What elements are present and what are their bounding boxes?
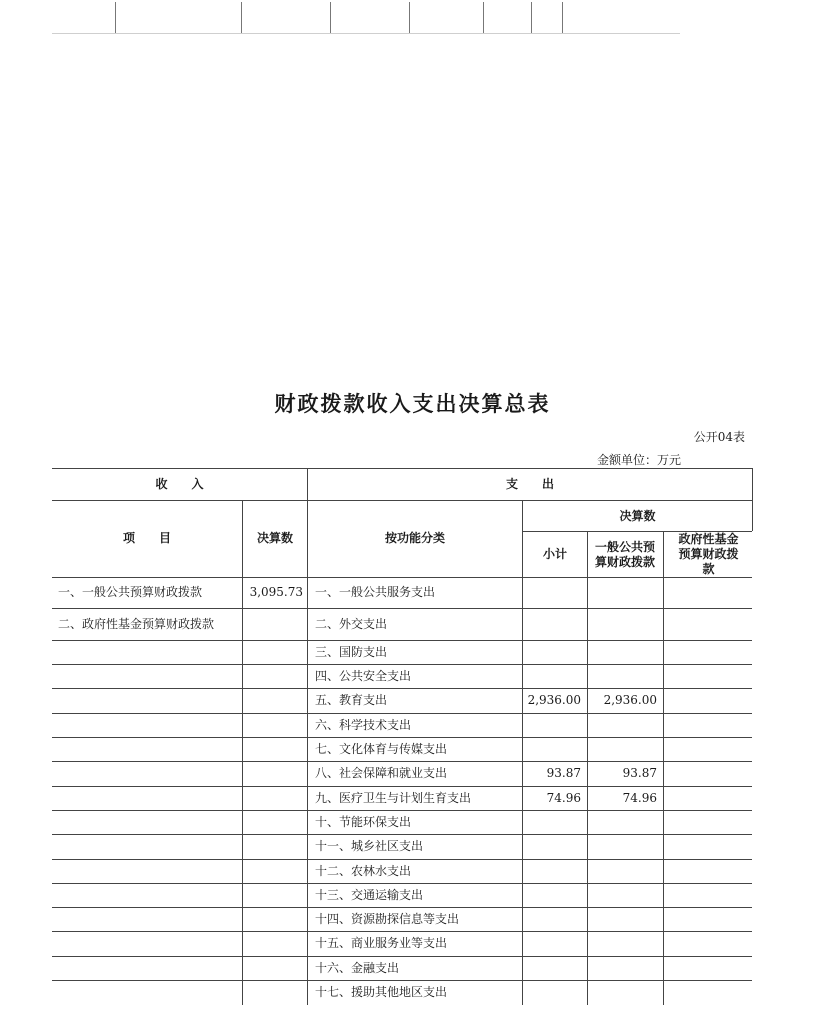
income-item: 一、一般公共预算财政拨款: [58, 585, 203, 599]
expense-item: 十七、援助其他地区支出: [315, 985, 448, 999]
expense-subtotal: [526, 859, 581, 883]
expense-fund-budget: [667, 980, 746, 1005]
expense-subtotal: [526, 640, 581, 664]
expense-fund-budget: [667, 956, 746, 980]
expense-fund-budget: [667, 907, 746, 931]
expense-general-budget: [591, 713, 657, 737]
appropriation-table: [52, 468, 752, 1005]
expense-general-budget: [591, 834, 657, 859]
grid-line: [483, 2, 484, 33]
grid-line: [522, 531, 752, 532]
expense-item: 二、外交支出: [315, 617, 388, 631]
expense-general-budget: 74.96: [622, 791, 657, 805]
expense-fund-budget: [667, 577, 746, 608]
expense-fund-budget: [667, 931, 746, 956]
expense-item: 十一、城乡社区支出: [315, 839, 424, 853]
expense-general-budget: [591, 608, 657, 640]
expense-fund-budget: [667, 786, 746, 810]
expense-item: 九、医疗卫生与计划生育支出: [315, 791, 472, 805]
expense-fund-budget: [667, 640, 746, 664]
expense-item: 七、文化体育与传媒支出: [315, 742, 448, 756]
expense-general-budget: [591, 810, 657, 834]
previous-table-fragment: [52, 0, 680, 34]
grid-line: [241, 2, 242, 33]
page-title: 财政拨款收入支出决算总表: [274, 391, 551, 416]
expense-item: 十、节能环保支出: [315, 815, 412, 829]
expense-subtotal: [526, 980, 581, 1005]
expense-fund-budget: [667, 883, 746, 907]
grid-line: [52, 468, 752, 469]
expense-subtotal: [526, 931, 581, 956]
expense-item: 一、一般公共服务支出: [315, 585, 436, 599]
header-item: 项 目: [122, 531, 171, 545]
header-expense: 支 出: [505, 476, 554, 491]
expense-general-budget: [591, 907, 657, 931]
header-amount: 决算数: [256, 531, 293, 545]
expense-subtotal: 74.96: [546, 791, 581, 805]
expense-general-budget: [591, 664, 657, 688]
expense-subtotal: 93.87: [546, 766, 581, 780]
header-general-budget: 一般公共预算财政拨款: [594, 539, 655, 569]
expense-fund-budget: [667, 664, 746, 688]
expense-item: 四、公共安全支出: [315, 669, 412, 683]
expense-item: 十三、交通运输支出: [315, 888, 424, 902]
expense-item: 十六、金融支出: [315, 961, 400, 975]
expense-fund-budget: [667, 761, 746, 786]
expense-subtotal: [526, 810, 581, 834]
expense-item: 十二、农林水支出: [315, 864, 412, 878]
income-amount: [246, 608, 303, 640]
expense-general-budget: [591, 859, 657, 883]
expense-subtotal: [526, 883, 581, 907]
header-by-function: 按功能分类: [384, 531, 445, 545]
expense-fund-budget: [667, 834, 746, 859]
grid-line: [115, 2, 116, 33]
expense-item: 十四、资源勘探信息等支出: [315, 912, 460, 926]
amount-unit: 金额单位：万元: [597, 453, 682, 467]
header-subtotal: 小计: [542, 547, 567, 561]
expense-subtotal: 2,936.00: [527, 693, 581, 707]
expense-subtotal: [526, 834, 581, 859]
expense-item: 五、教育支出: [315, 693, 388, 707]
expense-general-budget: [591, 577, 657, 608]
expense-general-budget: [591, 931, 657, 956]
expense-general-budget: 2,936.00: [603, 693, 657, 707]
grid-line: [562, 2, 563, 33]
expense-general-budget: [591, 980, 657, 1005]
header-income: 收 入: [155, 476, 204, 491]
income-item: 二、政府性基金预算财政拨款: [58, 617, 215, 631]
expense-subtotal: [526, 577, 581, 608]
expense-item: 三、国防支出: [315, 645, 388, 659]
expense-item: 六、科学技术支出: [315, 718, 412, 732]
expense-general-budget: [591, 956, 657, 980]
expense-fund-budget: [667, 737, 746, 761]
grid-line: [330, 2, 331, 33]
expense-fund-budget: [667, 810, 746, 834]
expense-item: 十五、商业服务业等支出: [315, 936, 448, 950]
expense-item: 八、社会保障和就业支出: [315, 766, 448, 780]
income-amount: 3,095.73: [249, 585, 303, 599]
expense-subtotal: [526, 956, 581, 980]
grid-line: [752, 468, 753, 531]
expense-fund-budget: [667, 688, 746, 713]
expense-fund-budget: [667, 608, 746, 640]
expense-general-budget: [591, 737, 657, 761]
header-fund-budget: 政府性基金预算财政拨款: [678, 532, 739, 576]
form-number: 公开04表: [693, 430, 745, 444]
expense-subtotal: [526, 907, 581, 931]
expense-general-budget: [591, 883, 657, 907]
grid-line: [531, 2, 532, 33]
expense-fund-budget: [667, 713, 746, 737]
expense-general-budget: 93.87: [622, 766, 657, 780]
expense-subtotal: [526, 737, 581, 761]
expense-subtotal: [526, 664, 581, 688]
expense-general-budget: [591, 640, 657, 664]
expense-fund-budget: [667, 859, 746, 883]
grid-line: [409, 2, 410, 33]
expense-subtotal: [526, 713, 581, 737]
header-final-amount: 决算数: [619, 508, 656, 523]
grid-line: [52, 500, 752, 501]
expense-subtotal: [526, 608, 581, 640]
